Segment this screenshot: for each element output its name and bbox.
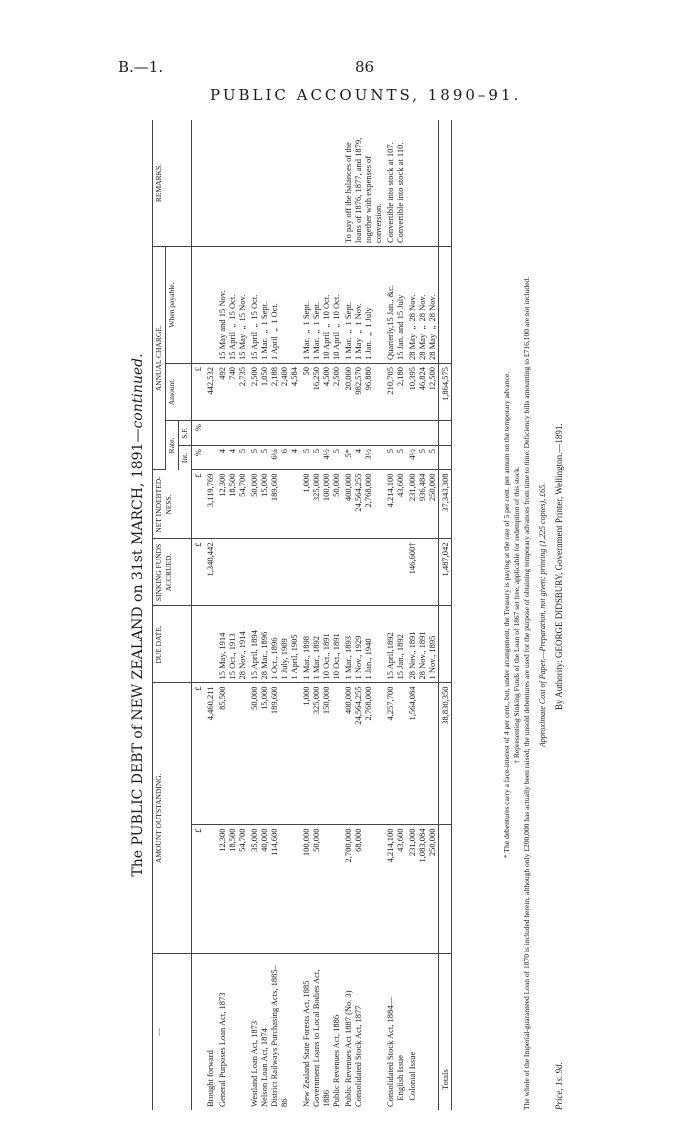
cell-when: 1 Mar. „ 1 Sept. 1 May „ 1 Nov. 1 Jan. „ 1 July xyxy=(342,247,384,364)
cell-amt: 442,532 xyxy=(204,364,216,421)
cell-amt: 492 740 2,735 xyxy=(216,364,248,421)
cell-remarks xyxy=(248,120,300,247)
cell-when: 1 Mar. „ 1 Sept. 1 Mar. „ 1 Sept. 10 April „ 10 Oct. 10 April „ 10 Oct. xyxy=(300,247,342,364)
table-row xyxy=(342,120,384,1110)
totals-row xyxy=(439,120,452,1110)
col-sinking-funds: SINKING FUNDS ACCRUED. xyxy=(153,539,192,606)
table-row xyxy=(248,120,300,1110)
col-sf: S.F. xyxy=(179,421,192,446)
printer-authority: By Authority: GEORGE DIDSBURY, Government Printer, Wellington.—1891. xyxy=(554,423,564,710)
cell-when xyxy=(204,247,216,364)
currency-row: £ £ £ £ % % £ xyxy=(192,120,205,1110)
table-row xyxy=(300,120,342,1110)
cell-int: 5 5 4½ 5 xyxy=(300,446,342,471)
cell-due: 1 Mar., 1898 1 Mar., 1892 10 Oct., 1891 10 Oct., 1891 xyxy=(300,606,342,683)
totals-label: Totals xyxy=(439,954,452,1111)
cell-remarks: To pay off the balances of the loans of 1876, 1877, and 1879, together with expenses of conversion. xyxy=(342,120,384,247)
cell-net: 12,300 18,500 54,700 xyxy=(216,470,248,539)
cell-net: 4,214,100 43,600 xyxy=(384,470,406,539)
cell-int: 5 5 xyxy=(384,446,406,471)
footnote-2: † Representing Sinking Funds of the Loan of 1867 set free, applicable for redemption of this stock. xyxy=(512,466,521,764)
cell-remarks xyxy=(406,120,439,247)
col-annual-charge: ANNUAL CHARGE. xyxy=(153,247,166,471)
col-remarks: REMARKS. xyxy=(153,120,192,247)
rotated-table-page xyxy=(130,120,570,1110)
totals-outstanding: 38,830,350 xyxy=(439,683,452,825)
col-rate: Rate. xyxy=(166,421,179,471)
loan-note: The whole of the Imperial-guaranteed Loan of 1870 is included herein, although only £200,000 has actually been raised; the unsold debentures are used for the purpose of obtaining temporary advances from time to time. Deficiency bills amounting to £716,100 are not included. xyxy=(522,276,531,1110)
cell-name: General Purposes Loan Act, 1873 xyxy=(217,992,227,1107)
cell-due: 15 April, 1894 28 Mar., 1896 1 Oct., 1896 1 July, 1909 1 April, 1905 xyxy=(248,606,300,683)
cell-sf xyxy=(342,539,384,606)
price: Price, 1s. 9d. xyxy=(554,1062,564,1110)
col-when-payable: When payable. xyxy=(166,247,192,364)
cell-due: 28 Nov., 1891 28 Nov., 1891 1 Nov., 1895 xyxy=(406,606,439,683)
cell-due: 1 Mar., 1893 1 Nov., 1929 1 Jan., 1940 xyxy=(342,606,384,683)
cell-net: 1,000 325,000 100,000 50,000 xyxy=(300,470,342,539)
cell-sub: 231,000 1,083,084 250,000 xyxy=(406,825,439,954)
cell-sub: 35,000 40,000 114,600 xyxy=(248,825,300,954)
totals-sinking-funds: 1,487,042 xyxy=(439,539,452,606)
running-title: PUBLIC ACCOUNTS, 1890–91. xyxy=(210,86,522,104)
cell-net: 400,000 24,564,255 2,768,000 xyxy=(342,470,384,539)
cell-net: 231,000 936,484 250,000 xyxy=(406,470,439,539)
table-title: The PUBLIC DEBT of NEW ZEALAND on 31st MARCH, 1891—continued. xyxy=(130,353,146,877)
cell-remarks xyxy=(204,120,216,247)
table-row xyxy=(384,120,406,1110)
cell-sf xyxy=(300,539,342,606)
cost-of-paper: Approximate Cost of Paper.—Preparation, not given; printing (1,225 copies), £65. xyxy=(538,482,547,748)
cell-sfr xyxy=(406,421,439,446)
cell-int: 4½ 5 5 xyxy=(406,446,439,471)
cell-sfr xyxy=(300,421,342,446)
cell-sub: 100,000 50,000 xyxy=(300,825,342,954)
cell-total: 4,257,700 xyxy=(384,683,406,825)
col-int: Int. xyxy=(179,446,192,471)
cell-remarks: Convertible into stock at 107. Convertible into stock at 110. xyxy=(384,120,406,247)
cell-sfr xyxy=(342,421,384,446)
cell-when: 28 May „ 28 Nov. 28 May „ 28 Nov. 28 May „ 28 Nov. xyxy=(406,247,439,364)
cell-sf: 146,600† xyxy=(406,539,439,606)
document-reference: B.—1. xyxy=(118,58,164,76)
cell-total: 50,000 15,000 189,600 xyxy=(248,683,300,825)
cell-name: Consolidated Stock Act, 1884— English Issue xyxy=(385,996,405,1107)
cell-due xyxy=(204,606,216,683)
cell-name: Westland Loan Act, 1873 Nelson Loan Act, 1874 District Railways Purchasing Acts, 1885–86 xyxy=(249,965,289,1107)
cell-sfr xyxy=(204,421,216,446)
cell-amt: 2,500 1,050 2,188 2,400 4,584 xyxy=(248,364,300,421)
cell-int xyxy=(204,446,216,471)
cell-sub: 2,700,000 68,000 xyxy=(342,825,384,954)
totals-net: 37,343,308 xyxy=(439,470,452,539)
cell-name: New Zealand State Forests Act, 1885 Government Loans to Local Bodies Act, 1886 Public Revenues Act, 1886 xyxy=(301,969,341,1107)
cell-sfr xyxy=(384,421,406,446)
cell-amt: 10,395 46,824 12,500 xyxy=(406,364,439,421)
cell-name: Brought forward xyxy=(205,1050,215,1107)
cell-name: Colonial Issue xyxy=(407,1051,417,1107)
cell-sf xyxy=(384,539,406,606)
cell-due: 15 April,1892 15 Jan., 1892 xyxy=(384,606,406,683)
page-number: 86 xyxy=(355,58,375,76)
cell-amt: 20,000 982,570 96,880 xyxy=(342,364,384,421)
footnotes xyxy=(502,120,568,1110)
cell-amt: 50 16,250 4,500 2,500 xyxy=(300,364,342,421)
cell-int: 5* 4 3½ xyxy=(342,446,384,471)
cell-name: Public Revenues Act 1887 (No. 3) Consolidated Stock Act, 1877 xyxy=(343,990,363,1107)
cell-sub xyxy=(204,825,216,954)
table-row xyxy=(406,120,439,1110)
col-amount-outstanding: AMOUNT OUTSTANDING. xyxy=(153,683,192,954)
table-row xyxy=(216,120,248,1110)
cell-total: 1,000 325,000 150,000 xyxy=(300,683,342,825)
col-description: — xyxy=(153,954,192,1111)
cell-int: 4 4 5 xyxy=(216,446,248,471)
cell-when: Quarterly,15 Jan., &c. 15 Jan. and 15 July xyxy=(384,247,406,364)
cell-remarks xyxy=(300,120,342,247)
table-row xyxy=(204,120,216,1110)
cell-sub: 4,214,100 43,600 xyxy=(384,825,406,954)
cell-amt: 210,705 2,180 xyxy=(384,364,406,421)
cell-net: 3,119,769 xyxy=(204,470,216,539)
cell-sf: 1,340,442 xyxy=(204,539,216,606)
cell-net: 50,000 15,000 189,600 xyxy=(248,470,300,539)
cell-total: 400,000 24,564,255 2,768,000 xyxy=(342,683,384,825)
footnote-1: * The debentures carry a face-interest of 4 per cent., but, under arrangement, the Treasury is paying at the rate of 5 per cent. per annum on the temporary advance. xyxy=(502,371,511,859)
totals-annual-amount: 1,864,575 xyxy=(439,364,452,421)
cell-when: 15 May and 15 Nov. 15 April „ 15 Oct. 15 May „ 15 Nov. xyxy=(216,247,248,364)
cell-remarks xyxy=(216,120,248,247)
cell-total: 85,500 xyxy=(216,683,248,825)
col-net-indebtedness: NET INDEBTED-NESS. xyxy=(153,470,192,539)
cell-sfr xyxy=(248,421,300,446)
cell-sf xyxy=(248,539,300,606)
cell-when: 15 April „ 15 Oct. 1 Mar. „ 1 Sept. 1 April „ 1 Oct. xyxy=(248,247,300,364)
cell-sfr xyxy=(216,421,248,446)
cell-int: 5 5 6¼ 6 4 xyxy=(248,446,300,471)
cell-sf xyxy=(216,539,248,606)
public-debt-table xyxy=(152,120,452,1110)
col-due-date: DUE DATE. xyxy=(153,606,192,683)
cell-due: 15 May, 1914 15 Oct., 1913 28 Nov., 1914 xyxy=(216,606,248,683)
col-amount: Amount. xyxy=(166,364,192,421)
cell-sub: 12,300 18,500 54,700 xyxy=(216,825,248,954)
cell-total: 4,460,211 xyxy=(204,683,216,825)
cell-total: 1,564,084 xyxy=(406,683,439,825)
